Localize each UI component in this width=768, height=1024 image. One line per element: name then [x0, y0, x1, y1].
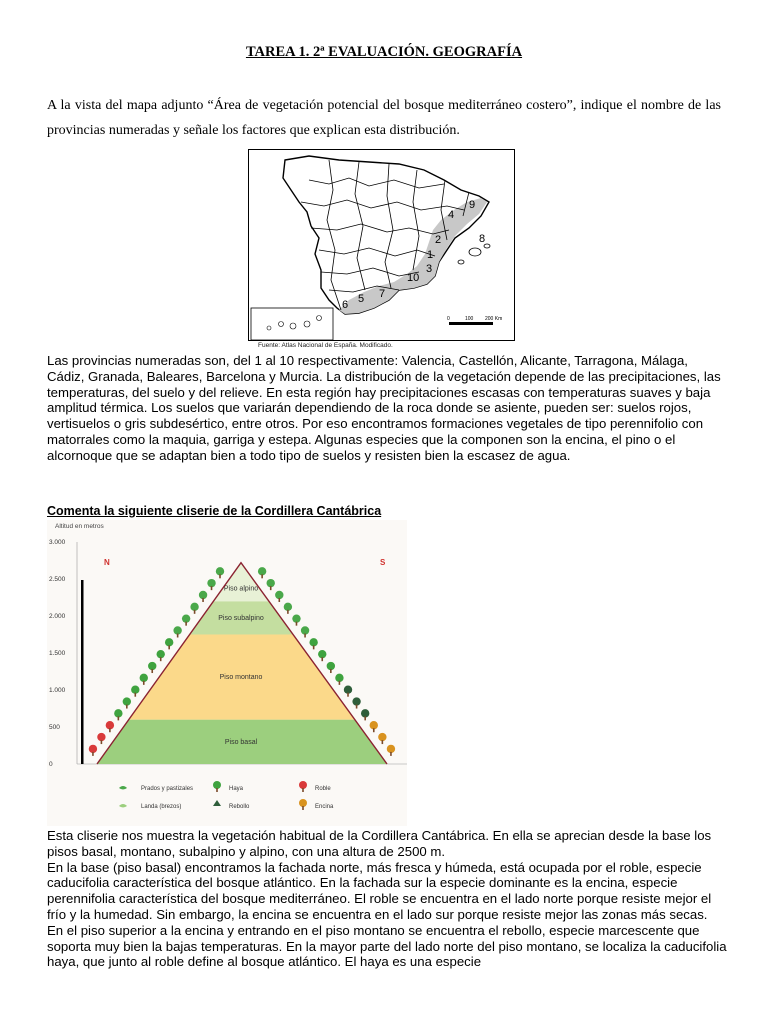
intro-paragraph: A la vista del mapa adjunto “Área de vegetación potencial del bosque mediterráneo costero”, indique el nombre de las provincias numeradas y señale los factores que explican esta distribución.	[47, 98, 721, 138]
svg-text:200 Km: 200 Km	[485, 316, 503, 322]
answer-paragraph-1: Las provincias numeradas son, del 1 al 10 respectivamente: Valencia, Castellón, Alicante, Tarragona, Málaga, Cádiz, Granada, Baleares, Barcelona y Murcia. La distribución de la vegetación depende de las precipitaciones, las temperaturas, del suelo y del relieve. En esta región hay precipitaciones escasas con temperaturas suaves y baja amplitud térmica. Los suelos que variarán dependiendo de la roca donde se asiente, pueden ser: suelos rojos, vertisuelos o gris subdesértico, entre otros. Por eso encontramos formaciones vegetales de tipo perennifolio con matorrales como la maquia, garriga y estepa. Algunas especies que la componen son la encina, el pino o el alcornoque que se adaptan bien a todo tipo de suelos y resisten bien la escasez de agua.	[47, 353, 721, 463]
y-tick-label: 0	[49, 761, 53, 768]
beech-tree-icon	[335, 674, 343, 685]
grass-green-icon	[292, 614, 300, 625]
grass-green-icon	[119, 786, 127, 790]
answer-paragraph-2	[47, 828, 727, 970]
north-label: N	[104, 558, 110, 567]
beech-tree-icon	[123, 697, 131, 708]
beech-tree-icon	[309, 638, 317, 649]
grass-green-icon	[199, 591, 207, 602]
grass-green-icon	[216, 567, 224, 578]
oak-tree-icon	[89, 745, 97, 756]
beech-tree-icon	[148, 662, 156, 673]
answer-2-body: En la base (piso basal) encontramos la fachada norte, más fresca y húmeda, está ocupada por el roble, especie caducifolia característica del bosque atlántico. En la fachada sur la especie dominante es la encina, especie perennifolia característica del bosque mediterráneo. El roble se encuentra en el lado norte porque resiste mejor el frío y la humedad. Sin embargo, la encina se encuentra en el lado sur porque resiste mejor las zonas más secas. En el piso superior a la encina y entrando en el piso montano se encuentra el rebollo, especie marcescente que soporta muy bien la bajas temperaturas. En la mayor parte del lado norte del piso montano, se localiza la caducifolia haya, que junto al roble define al bosque atlántico. El haya es una especie	[47, 859, 727, 970]
holm-oak-icon	[387, 745, 395, 756]
province-number-1: 1	[427, 249, 434, 261]
province-number-4: 4	[448, 209, 455, 221]
cliserie-chart	[47, 520, 407, 826]
legend-item-encina	[299, 799, 334, 810]
section-heading: Comenta la siguiente cliserie de la Cordillera Cantábrica	[47, 504, 382, 518]
svg-text:Rebollo: Rebollo	[229, 804, 250, 810]
piso-label: Piso montano	[219, 674, 263, 682]
y-tick-label: 500	[49, 724, 60, 731]
canary-inset	[251, 308, 333, 340]
piso-label: Piso basal	[224, 738, 258, 746]
vegetation-map	[248, 149, 515, 341]
beech-tree-icon	[114, 709, 122, 720]
page-title: TAREA 1. 2ª EVALUACIÓN. GEOGRAFÍA	[245, 44, 523, 60]
svg-text:100: 100	[465, 316, 474, 322]
holm-oak-icon	[370, 721, 378, 732]
y-tick-label: 1.000	[49, 687, 66, 694]
oak-tree-icon	[302, 788, 304, 792]
cliserie-svg	[47, 520, 407, 826]
province-number-8: 8	[479, 233, 486, 245]
beech-tree-icon	[131, 686, 139, 697]
grass-green-icon	[207, 579, 215, 590]
svg-text:Roble: Roble	[315, 786, 331, 792]
oak-tree-icon	[106, 721, 114, 732]
beech-tree-icon	[318, 650, 326, 661]
pyrenean-oak-icon	[213, 800, 221, 806]
beech-tree-icon	[327, 662, 335, 673]
north-side-bar	[81, 580, 84, 764]
svg-text:Encina: Encina	[315, 804, 334, 810]
balearic-islands	[458, 244, 490, 264]
y-tick-label: 3.000	[49, 539, 66, 546]
pyrenean-oak-icon	[344, 686, 352, 697]
pyrenean-oak-icon	[361, 709, 369, 720]
beech-tree-icon	[157, 650, 165, 661]
grass-green-icon	[173, 626, 181, 637]
province-number-10: 10	[407, 272, 420, 284]
province-number-7: 7	[379, 288, 386, 300]
scale-bar	[447, 316, 502, 325]
grass-green-icon	[275, 591, 283, 602]
grass-green-icon	[267, 579, 275, 590]
grass-green-icon	[182, 614, 190, 625]
y-axis-label: Altitud en metros	[55, 523, 104, 530]
legend-item-landa	[119, 804, 181, 810]
beech-tree-icon	[165, 638, 173, 649]
legend-item-haya	[213, 781, 244, 792]
legend-item-roble	[299, 781, 331, 792]
y-tick-label: 2.000	[49, 613, 66, 620]
beech-tree-icon	[216, 788, 218, 792]
legend	[119, 781, 334, 810]
map-svg	[249, 150, 515, 341]
province-number-6: 6	[342, 299, 349, 311]
province-number-9: 9	[469, 199, 476, 211]
south-label: S	[380, 558, 386, 567]
answer-2-intro: Esta cliserie nos muestra la vegetación habitual de la Cordillera Cantábrica. En ella se aprecian desde la base los pisos basal, montano, subalpino y alpino, con una altura de 2500 m.	[47, 828, 712, 859]
province-number-3: 3	[426, 263, 433, 275]
holm-oak-icon	[302, 806, 304, 810]
oak-tree-icon	[97, 733, 105, 744]
svg-text:Landa (brezos): Landa (brezos)	[141, 804, 182, 810]
heath-icon	[119, 804, 127, 808]
grass-green-icon	[301, 626, 309, 637]
svg-text:Prados y pastizales: Prados y pastizales	[141, 786, 194, 792]
legend-item-rebollo	[213, 800, 250, 810]
grass-green-icon	[284, 603, 292, 614]
pyrenean-oak-icon	[352, 697, 360, 708]
legend-item-prados	[119, 786, 193, 792]
y-tick-label: 1.500	[49, 650, 66, 657]
beech-tree-icon	[140, 674, 148, 685]
grass-green-icon	[190, 603, 198, 614]
svg-text:Haya: Haya	[229, 786, 244, 792]
holm-oak-icon	[378, 733, 386, 744]
svg-text:0: 0	[447, 316, 450, 322]
piso-label: Piso alpino	[223, 585, 259, 593]
map-source: Fuente: Atlas Nacional de España. Modificado.	[258, 342, 393, 349]
y-tick-label: 2.500	[49, 576, 66, 583]
piso-label: Piso subalpino	[218, 614, 264, 622]
province-number-5: 5	[358, 293, 365, 305]
province-number-2: 2	[435, 234, 442, 246]
grass-green-icon	[258, 567, 266, 578]
